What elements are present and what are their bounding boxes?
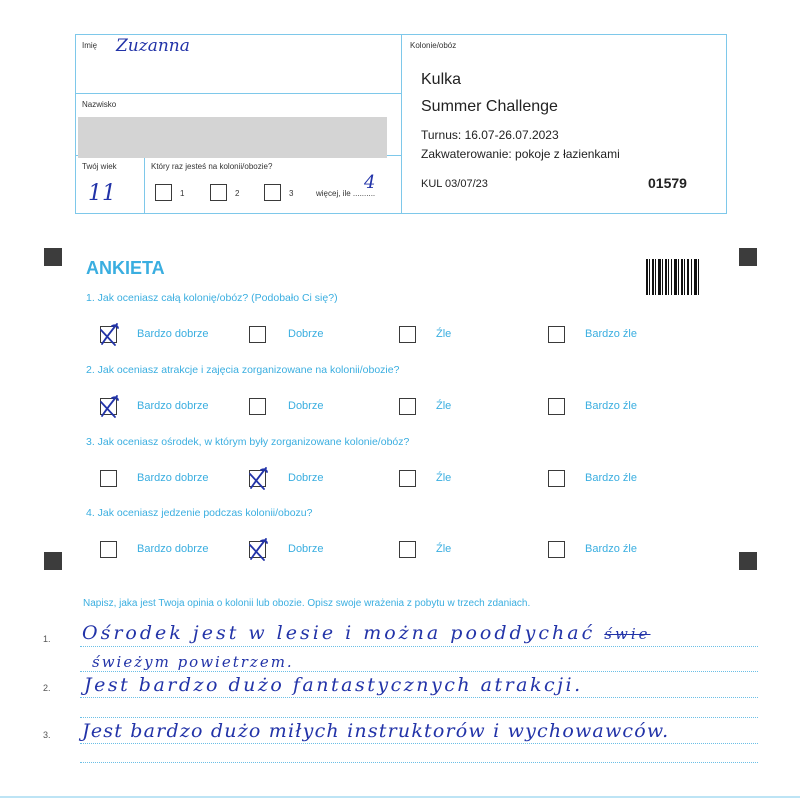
checkmark-icon bbox=[98, 394, 120, 420]
question-1-text: 1. Jak oceniasz całą kolonię/obóz? (Podobało Ci się?) bbox=[86, 292, 338, 304]
line-number-2: 2. bbox=[43, 683, 51, 693]
corner-marker-br bbox=[739, 552, 757, 570]
visit-option-1-label: 1 bbox=[180, 189, 185, 198]
question-1-option-2-label: Dobrze bbox=[288, 328, 324, 340]
dotted-line-3 bbox=[80, 697, 758, 698]
header-divider-v2 bbox=[144, 155, 145, 214]
visit-checkbox-1[interactable] bbox=[155, 184, 172, 201]
camp-code: KUL 03/07/23 bbox=[421, 178, 488, 190]
kolonie-label: Kolonie/obóz bbox=[410, 41, 457, 50]
imie-label: Imię bbox=[82, 41, 98, 50]
question-4-option-3-label: Źle bbox=[436, 543, 452, 555]
wiek-value[interactable]: 11 bbox=[88, 181, 116, 206]
question-3-option-1-label: Bardzo dobrze bbox=[137, 472, 209, 484]
wiecej-value[interactable]: 4 bbox=[364, 172, 376, 193]
handwritten-line-1-text: Ośrodek jest w lesie i można pooddychać bbox=[82, 622, 596, 644]
imie-value[interactable]: Zuzanna bbox=[116, 36, 190, 56]
header-divider-h1 bbox=[75, 93, 402, 94]
header-divider-vertical bbox=[401, 34, 402, 214]
nazwisko-redaction bbox=[78, 117, 387, 158]
dotted-line-6 bbox=[80, 762, 758, 763]
question-3-checkbox-2[interactable] bbox=[249, 470, 266, 487]
handwritten-line-1[interactable] bbox=[82, 622, 651, 644]
checkmark-icon bbox=[247, 537, 269, 563]
visit-option-2-label: 2 bbox=[235, 189, 240, 198]
barcode-image bbox=[646, 259, 700, 295]
visit-option-3-label: 3 bbox=[289, 189, 294, 198]
question-3-option-4-label: Bardzo źle bbox=[585, 472, 637, 484]
camp-name-line1: Kulka bbox=[421, 71, 462, 88]
dotted-line-5 bbox=[80, 743, 758, 744]
question-1-checkbox-1[interactable] bbox=[100, 326, 117, 343]
question-2-checkbox-3[interactable] bbox=[399, 398, 416, 415]
question-2-checkbox-4[interactable] bbox=[548, 398, 565, 415]
question-1-checkbox-3[interactable] bbox=[399, 326, 416, 343]
turnus-text: Turnus: 16.07-26.07.2023 bbox=[421, 128, 559, 142]
question-3-checkbox-4[interactable] bbox=[548, 470, 565, 487]
wiecej-label: więcej, ile .......... bbox=[316, 189, 376, 198]
nazwisko-label: Nazwisko bbox=[82, 100, 117, 109]
form-number: 01579 bbox=[648, 175, 687, 191]
question-2-text: 2. Jak oceniasz atrakcje i zajęcia zorganizowane na kolonii/obozie? bbox=[86, 364, 400, 376]
dotted-line-4 bbox=[80, 717, 758, 718]
question-3-checkbox-1[interactable] bbox=[100, 470, 117, 487]
question-3-checkbox-3[interactable] bbox=[399, 470, 416, 487]
question-1-checkbox-4[interactable] bbox=[548, 326, 565, 343]
handwritten-line-2[interactable]: Jest bardzo dużo fantastycznych atrakcji. bbox=[84, 674, 583, 696]
question-4-checkbox-3[interactable] bbox=[399, 541, 416, 558]
handwritten-struck-word: świe bbox=[604, 625, 651, 643]
corner-marker-bl bbox=[44, 552, 62, 570]
question-2-checkbox-2[interactable] bbox=[249, 398, 266, 415]
question-4-option-2-label: Dobrze bbox=[288, 543, 324, 555]
checkmark-icon bbox=[98, 322, 120, 348]
camp-name-line2: Summer Challenge bbox=[421, 98, 558, 115]
question-2-option-1-label: Bardzo dobrze bbox=[137, 400, 209, 412]
question-4-text: 4. Jak oceniasz jedzenie podczas kolonii/obozu? bbox=[86, 507, 313, 519]
question-2-checkbox-1[interactable] bbox=[100, 398, 117, 415]
question-1-option-4-label: Bardzo źle bbox=[585, 328, 637, 340]
survey-title: ANKIETA bbox=[86, 258, 165, 278]
wiecej-label-text: więcej, ile bbox=[316, 189, 351, 198]
handwritten-line-3[interactable]: Jest bardzo dużo miłych instruktorów i wychowawców. bbox=[82, 720, 670, 742]
zakwaterowanie-text: Zakwaterowanie: pokoje z łazienkami bbox=[421, 147, 620, 161]
question-4-checkbox-1[interactable] bbox=[100, 541, 117, 558]
question-4-checkbox-2[interactable] bbox=[249, 541, 266, 558]
checkmark-icon bbox=[247, 466, 269, 492]
corner-marker-tl bbox=[44, 248, 62, 266]
bottom-edge bbox=[0, 796, 800, 798]
question-4-option-1-label: Bardzo dobrze bbox=[137, 543, 209, 555]
question-1-option-1-label: Bardzo dobrze bbox=[137, 328, 209, 340]
question-1-checkbox-2[interactable] bbox=[249, 326, 266, 343]
visit-checkbox-2[interactable] bbox=[210, 184, 227, 201]
question-3-option-3-label: Źle bbox=[436, 472, 452, 484]
question-3-text: 3. Jak oceniasz ośrodek, w którym były zorganizowane kolonie/obóz? bbox=[86, 436, 410, 448]
corner-marker-tr bbox=[739, 248, 757, 266]
question-4-checkbox-4[interactable] bbox=[548, 541, 565, 558]
ktory-raz-label: Który raz jesteś na kolonii/obozie? bbox=[151, 162, 273, 171]
question-2-option-4-label: Bardzo źle bbox=[585, 400, 637, 412]
question-2-option-3-label: Źle bbox=[436, 400, 452, 412]
question-4-option-4-label: Bardzo źle bbox=[585, 543, 637, 555]
dotted-line-2 bbox=[80, 671, 758, 672]
question-3-option-2-label: Dobrze bbox=[288, 472, 324, 484]
opinion-prompt: Napisz, jaka jest Twoja opinia o kolonii lub obozie. Opisz swoje wrażenia z pobytu w trzech zdaniach. bbox=[83, 598, 531, 609]
visit-checkbox-3[interactable] bbox=[264, 184, 281, 201]
line-number-3: 3. bbox=[43, 730, 51, 740]
dotted-line-1 bbox=[80, 646, 758, 647]
question-2-option-2-label: Dobrze bbox=[288, 400, 324, 412]
wiek-label: Twój wiek bbox=[82, 162, 117, 171]
question-1-option-3-label: Źle bbox=[436, 328, 452, 340]
handwritten-line-1-cont[interactable]: świeżym powietrzem. bbox=[92, 653, 294, 671]
line-number-1: 1. bbox=[43, 634, 51, 644]
